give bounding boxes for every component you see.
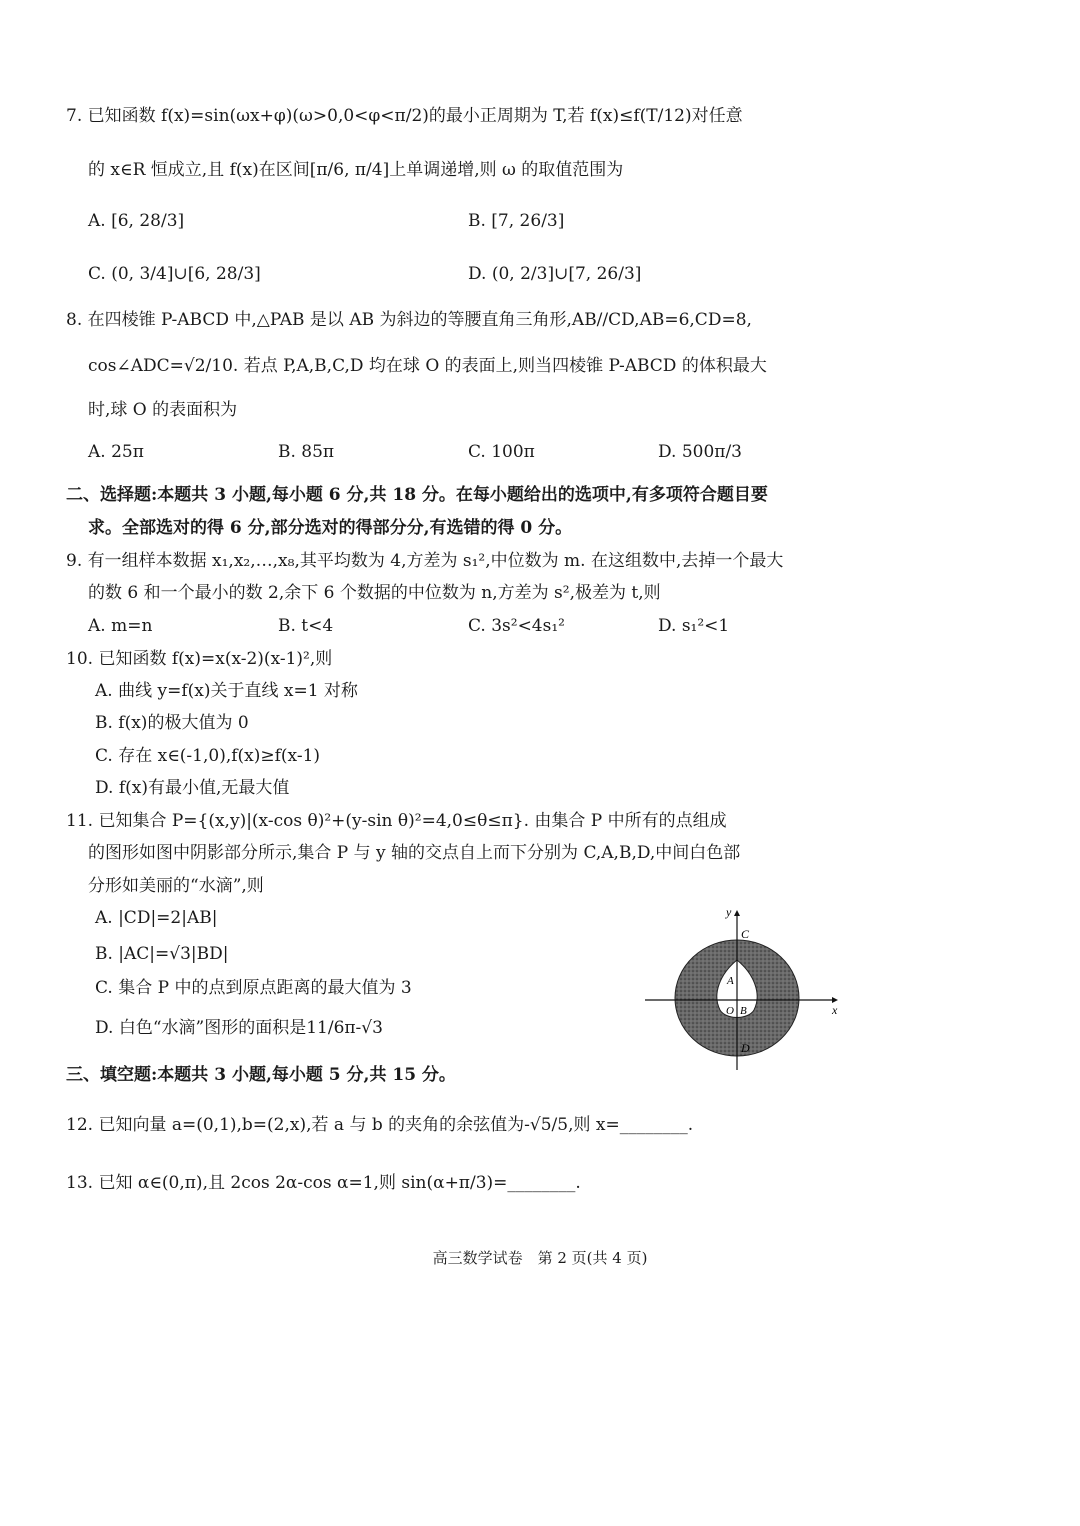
q11-option-d: D. 白色“水滴”图形的面积是11/6π-√3 — [95, 1018, 383, 1038]
q9-option-b: B. t<4 — [278, 616, 334, 636]
section2-heading-line1: 二、选择题:本题共 3 小题,每小题 6 分,共 18 分。在每小题给出的选项中,有多项符合题目要 — [66, 485, 768, 505]
q11-option-c: C. 集合 P 中的点到原点距离的最大值为 3 — [95, 978, 412, 998]
x-axis-label: x — [832, 1003, 838, 1017]
q10-option-c: C. 存在 x∈(-1,0),f(x)≥f(x-1) — [95, 746, 321, 766]
point-b-label: B — [740, 1005, 747, 1017]
y-axis-arrow-icon — [734, 910, 740, 916]
q8-stem-line3: 时,球 O 的表面积为 — [88, 400, 238, 420]
q11-option-a: A. |CD|=2|AB| — [95, 908, 218, 928]
q9-stem-line2: 的数 6 和一个最小的数 2,余下 6 个数据的中位数为 n,方差为 s²,极差为 t,则 — [88, 583, 661, 603]
page-footer: 高三数学试卷 第 2 页(共 4 页) — [432, 1249, 648, 1267]
q13-stem: 13. 已知 α∈(0,π),且 2cos 2α-cos α=1,则 sin(α+π/3)=________. — [66, 1173, 581, 1193]
point-d-label: D — [741, 1041, 750, 1055]
q8-option-d: D. 500π/3 — [658, 442, 742, 462]
point-c-label: C — [741, 927, 750, 941]
q10-option-b: B. f(x)的极大值为 0 — [95, 713, 249, 733]
q9-option-a: A. m=n — [88, 616, 153, 636]
q10-option-d: D. f(x)有最小值,无最大值 — [95, 778, 290, 798]
q7-stem-line1: 7. 已知函数 f(x)=sin(ωx+φ)(ω>0,0<φ<π/2)的最小正周期为 T,若 f(x)≤f(T/12)对任意 — [66, 106, 743, 126]
q7-option-a: A. [6, 28/3] — [88, 211, 185, 231]
q9-stem-line1: 9. 有一组样本数据 x₁,x₂,…,x₈,其平均数为 4,方差为 s₁²,中位数为 m. 在这组数中,去掉一个最大 — [66, 551, 784, 571]
q12-stem: 12. 已知向量 a=(0,1),b=(2,x),若 a 与 b 的夹角的余弦值为-√5/5,则 x=________. — [66, 1115, 694, 1135]
origin-label: O — [726, 1005, 734, 1017]
q7-stem-line2: 的 x∈R 恒成立,且 f(x)在区间[π/6, π/4]上单调递增,则 ω 的取值范围为 — [88, 160, 624, 180]
q10-stem: 10. 已知函数 f(x)=x(x-2)(x-1)²,则 — [66, 649, 333, 669]
q11-stem-line2: 的图形如图中阴影部分所示,集合 P 与 y 轴的交点自上而下分别为 C,A,B,D,中间白色部 — [88, 843, 741, 863]
q11-figure — [640, 902, 850, 1072]
q7-option-d: D. (0, 2/3]∪[7, 26/3] — [468, 264, 642, 284]
q8-option-c: C. 100π — [468, 442, 535, 462]
y-axis-label: y — [726, 905, 732, 919]
section3-heading: 三、填空题:本题共 3 小题,每小题 5 分,共 15 分。 — [66, 1065, 456, 1085]
q11-stem-line1: 11. 已知集合 P={(x,y)|(x-cos θ)²+(y-sin θ)²=4,0≤θ≤π}. 由集合 P 中所有的点组成 — [66, 811, 727, 831]
q8-option-b: B. 85π — [278, 442, 335, 462]
q7-option-c: C. (0, 3/4]∪[6, 28/3] — [88, 264, 261, 284]
q7-option-b: B. [7, 26/3] — [468, 211, 565, 231]
point-a-label: A — [727, 975, 734, 987]
q11-stem-line3: 分形如美丽的“水滴”,则 — [88, 876, 264, 896]
q8-stem-line2: cos∠ADC=√2/10. 若点 P,A,B,C,D 均在球 O 的表面上,则当四棱锥 P-ABCD 的体积最大 — [88, 356, 767, 376]
q9-option-d: D. s₁²<1 — [658, 616, 730, 636]
q8-option-a: A. 25π — [88, 442, 144, 462]
q8-stem-line1: 8. 在四棱锥 P-ABCD 中,△PAB 是以 AB 为斜边的等腰直角三角形,AB//CD,AB=6,CD=8, — [66, 310, 752, 330]
q9-option-c: C. 3s²<4s₁² — [468, 616, 565, 636]
section2-heading-line2: 求。全部选对的得 6 分,部分选对的得部分分,有选错的得 0 分。 — [88, 518, 573, 538]
q11-option-b: B. |AC|=√3|BD| — [95, 944, 229, 964]
q10-option-a: A. 曲线 y=f(x)关于直线 x=1 对称 — [95, 681, 358, 701]
